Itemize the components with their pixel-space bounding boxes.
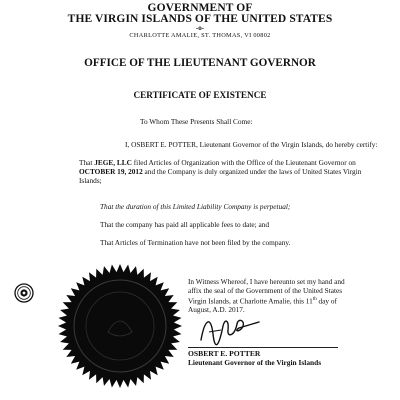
header-address: CHARLOTTE AMALIE, ST. THOMAS, VI 00802 — [129, 32, 271, 39]
paragraph-duration: That the duration of this Limited Liability Company is perpetual; — [100, 202, 291, 211]
office-title: OFFICE OF THE LIEUTENANT GOVERNOR — [84, 57, 316, 69]
paragraph-termination: That Articles of Termination have not been filed by the company. — [100, 238, 291, 247]
paragraph-fees: That the company has paid all applicable fees to date; and — [100, 220, 269, 229]
witness-sup: th — [312, 297, 317, 302]
signer-name: OSBERT E. POTTER — [188, 349, 261, 358]
header-line1: GOVERNMENT OF — [147, 2, 253, 14]
witness-text — [188, 277, 360, 314]
paragraph-organization — [79, 158, 379, 185]
para1-pre: That — [79, 158, 95, 167]
witness-pre: In Witness Whereof, I have hereunto set my hand and affix the seal of the Government of the United States Virgin Islands, at Charlotte Amalie, this 11 — [188, 277, 345, 306]
intro-text: I, OSBERT E. POTTER, Lieutenant Governor of the Virgin Islands, do hereby certify: — [125, 140, 378, 149]
signer-title: Lieutenant Governor of the Virgin Islands — [188, 358, 322, 367]
government-seal-icon — [56, 262, 184, 390]
filing-date: OCTOBER 19, 2012 — [79, 167, 143, 176]
salutation: To Whom These Presents Shall Come: — [140, 117, 253, 126]
para1-mid: filed Articles of Organization with the Office of the Lieutenant Governor on — [131, 158, 356, 167]
signature-line — [188, 347, 338, 348]
signature-icon — [195, 312, 265, 348]
company-name: JEGE, LLC — [94, 158, 132, 167]
header-line2: THE VIRGIN ISLANDS OF THE UNITED STATES — [67, 13, 333, 25]
certificate-title: CERTIFICATE OF EXISTENCE — [133, 90, 267, 100]
small-seal-icon — [14, 283, 34, 303]
header-separator: -o- — [195, 24, 205, 32]
witness-post: day of August, A.D. 2017. — [188, 296, 337, 315]
para1-post: and the Company is duly organized under the laws of United States Virgin Islands; — [79, 167, 362, 185]
